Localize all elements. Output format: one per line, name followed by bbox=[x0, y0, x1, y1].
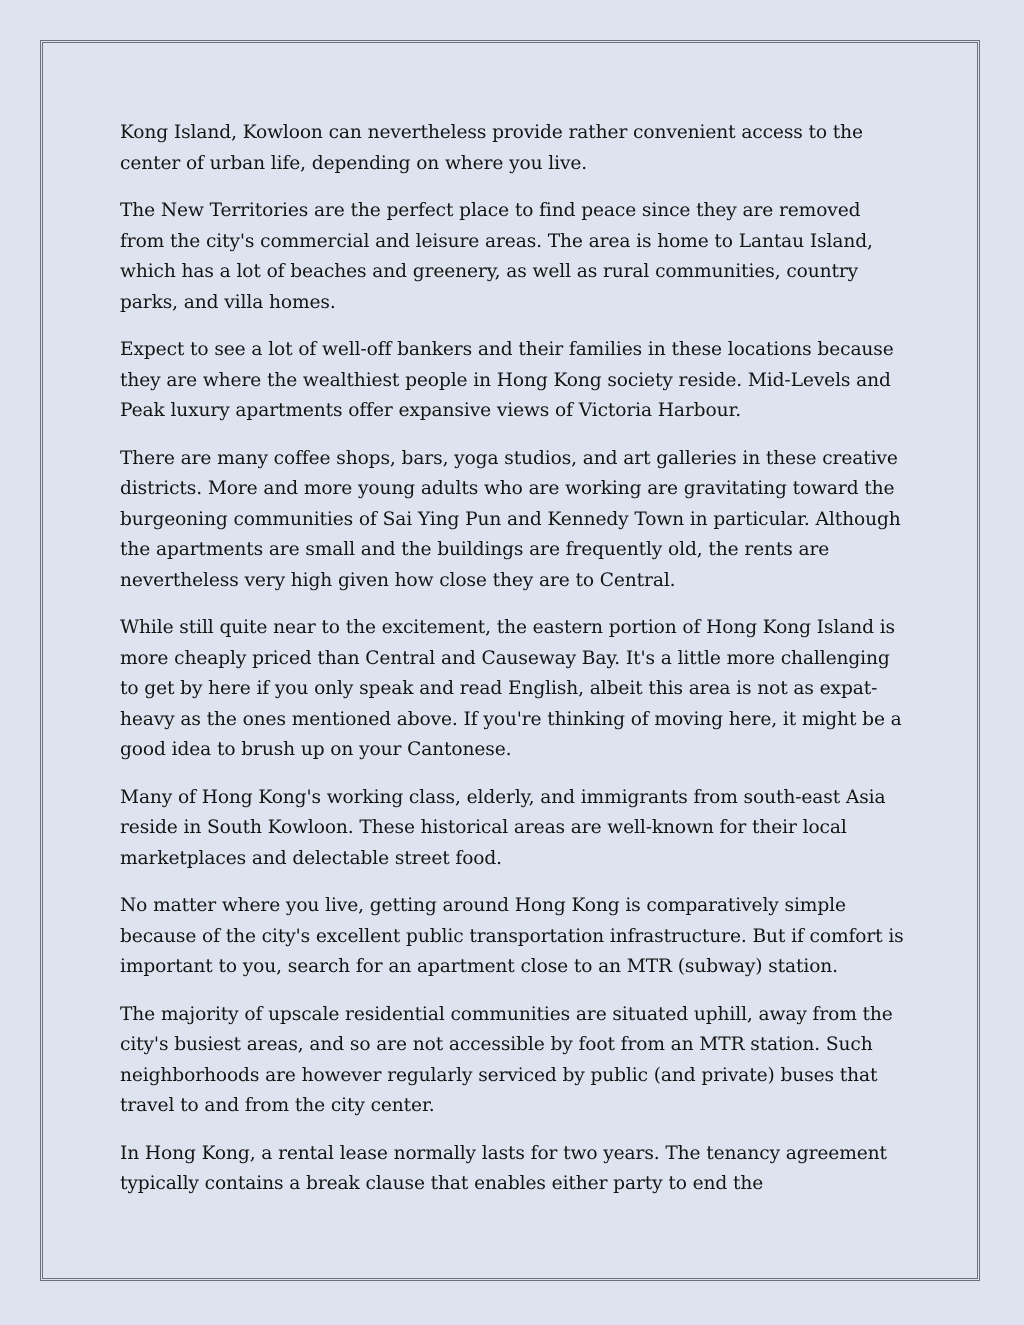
paragraph: There are many coffee shops, bars, yoga studios, and art galleries in these creative districts. More and more young adults who are working are gravitating toward the burgeoning communities of Sai Ying Pun and Kennedy Town in particular. Although the apartments are small and the buildings are frequently old, the rents are nevertheless very high given how close they are to Central. bbox=[120, 447, 901, 591]
document-body bbox=[120, 118, 905, 1217]
paragraph: In Hong Kong, a rental lease normally lasts for two years. The tenancy agreement typically contains a break clause that enables either party to end the bbox=[120, 1142, 887, 1194]
paragraph: Expect to see a lot of well-off bankers and their families in these locations because they are where the wealthiest people in Hong Kong society reside. Mid-Levels and Peak luxury apartments offer expansive views of Victoria Harbour. bbox=[120, 339, 894, 421]
paragraph: The majority of upscale residential communities are situated uphill, away from the city's busiest areas, and so are not accessible by foot from an MTR station. Such neighborhoods are however regularly serviced by public (and private) buses that travel to and from the city center. bbox=[120, 1003, 893, 1116]
paragraph: No matter where you live, getting around Hong Kong is comparatively simple because of the city's excellent public transportation infrastructure. But if comfort is important to you, search for an apartment close to an MTR (subway) station. bbox=[120, 895, 904, 977]
paragraph: Kong Island, Kowloon can nevertheless provide rather convenient access to the center of urban life, depending on where you live. bbox=[120, 122, 863, 174]
paragraph: Many of Hong Kong's working class, elderly, and immigrants from south-east Asia reside in South Kowloon. These historical areas are well-known for their local marketplaces and delectable street food. bbox=[120, 786, 886, 869]
paragraph: The New Territories are the perfect place to find peace since they are removed from the city's commercial and leisure areas. The area is home to Lantau Island, which has a lot of beaches and greenery, as well as rural communities, country parks, and villa homes. bbox=[120, 200, 873, 313]
paragraph: While still quite near to the excitement, the eastern portion of Hong Kong Island is more cheaply priced than Central and Causeway Bay. It's a little more challenging to get by here if you only speak and read English, albeit this area is not as expat-heavy as the ones mentioned above. If you're thinking of moving here, it might be a good idea to brush up on your Cantonese. bbox=[120, 617, 902, 760]
